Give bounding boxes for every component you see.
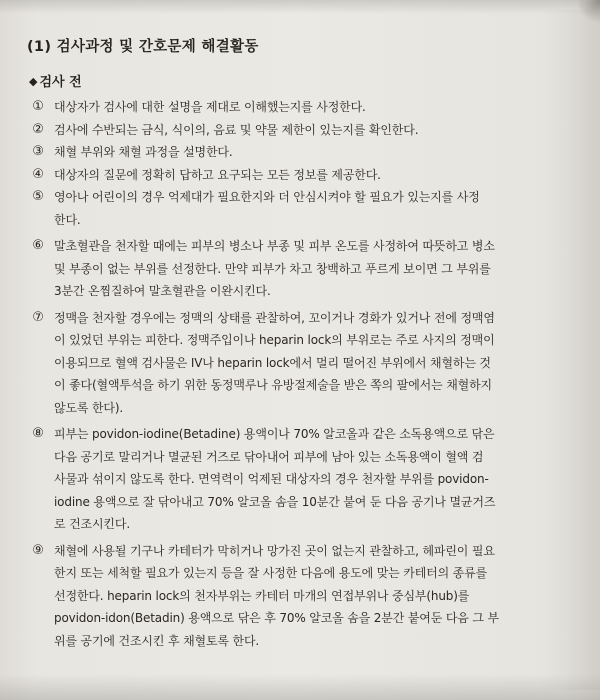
- list-item: [27, 119, 567, 142]
- item-number: ②: [32, 121, 44, 137]
- item-number: ⑨: [32, 542, 44, 558]
- item-number: ⑤: [32, 189, 44, 204]
- page-top-shadow: [0, 0, 600, 14]
- item-text-line: 선정한다. heparin lock의 천자부위는 카테터 마개의 연접부위나 중심부(hub)를: [54, 588, 470, 603]
- item-text-line: 영아나 어린이의 경우 억제대가 필요한지와 더 안심시켜야 할 필요가 있는지를 사정: [54, 190, 480, 204]
- subheading-text: 검사 전: [39, 75, 82, 90]
- item-text-line: 피부는 povidon-iodine(Betadine) 용액이나 70% 알코올과 같은 소독용액으로 닦은: [54, 427, 495, 441]
- list-item: [27, 540, 567, 653]
- item-text-line: 검사에 수반되는 금식, 식이의, 음료 및 약물 제한이 있는지를 확인한다.: [54, 122, 419, 137]
- list-item: [27, 186, 567, 231]
- item-text-line: 않도록 한다).: [54, 400, 124, 415]
- item-number: ⑦: [32, 309, 44, 325]
- list-item: [27, 96, 567, 119]
- item-text-line: 3분간 온찜질하여 말초혈관을 이완시킨다.: [54, 284, 271, 298]
- item-text-line: 이 좋다(혈액투석을 하기 위한 동정맥루나 유방절제술을 받은 쪽의 팔에서는 채혈하지: [54, 378, 492, 392]
- item-number: ③: [32, 144, 44, 159]
- subheading: [29, 72, 567, 92]
- item-text-line: 이용되므로 혈액 검사물은 IV나 heparin lock에서 멀리 떨어진 부위에서 채혈하는 것: [54, 355, 491, 370]
- item-text-line: 한다.: [54, 212, 81, 227]
- item-number: ④: [32, 166, 44, 182]
- item-text-line: 말초혈관을 천자할 때에는 피부의 병소나 부종 및 피부 온도를 사정하여 따뜻하고 병소: [54, 239, 495, 253]
- item-text-line: 정맥을 천자할 경우에는 정맥의 상태를 관찰하여, 꼬이거나 경화가 있거나 전에 정맥염: [54, 310, 495, 325]
- section-title: (1) 검사과정 및 간호문제 해결활동: [27, 39, 259, 55]
- list-item: [27, 141, 567, 164]
- page-bottom-shadow: [0, 674, 600, 700]
- item-text-line: 및 부종이 없는 부위를 선정한다. 만약 피부가 차고 창백하고 푸르게 보이면 그 부위를: [54, 261, 491, 276]
- item-number: ⑧: [32, 426, 44, 441]
- list-item: [27, 423, 567, 536]
- item-text-line: 채혈에 사용될 기구나 카테터가 막히거나 망가진 곳이 없는지 관찰하고, 헤파린이 필요: [54, 543, 495, 558]
- item-number: ①: [32, 99, 44, 114]
- page-corner-shadow: [578, 0, 600, 22]
- item-text-line: 한지 또는 세척할 필요가 있는지 등을 잘 사정한 다음에 용도에 맞는 카테터의 종류를: [54, 566, 488, 580]
- item-number: ⑥: [32, 238, 44, 253]
- list-item: [27, 164, 567, 187]
- list-item: [27, 307, 567, 420]
- item-text-line: 사물과 섞이지 않도록 한다. 면역력이 억제된 대상자의 경우 천자할 부위를 povidon-: [54, 472, 489, 486]
- list-item: [27, 235, 567, 303]
- item-text-line: 이 있었던 부위는 피한다. 정맥주입이나 heparin lock의 부위로는 주로 사지의 정맥이: [54, 333, 495, 347]
- procedure-list: [27, 96, 567, 652]
- diamond-bullet-icon: ◆: [29, 75, 38, 88]
- item-text-line: 다음 공기로 말리거나 멸균된 거즈로 닦아내어 피부에 남아 있는 소독용액이 혈액 검: [54, 449, 484, 464]
- item-text-line: 대상자의 질문에 정확히 답하고 요구되는 모든 정보를 제공한다.: [54, 167, 381, 182]
- item-text-line: povidon-idon(Betadin) 용액으로 닦은 후 70% 알코올 솜을 2분간 붙여둔 다음 그 부: [54, 611, 499, 625]
- document-body: [27, 36, 567, 652]
- item-text-line: iodine 용액으로 잘 닦아내고 70% 알코올 솜을 10분간 붙여 둔 다음 공기나 멸균거즈: [54, 494, 496, 509]
- item-text-line: 채혈 부위와 채혈 과정을 설명한다.: [54, 145, 233, 159]
- item-text-line: 대상자가 검사에 대한 설명을 제대로 이해했는지를 사정한다.: [54, 100, 366, 114]
- item-text-line: 위를 공기에 건조시킨 후 채혈토록 한다.: [54, 633, 260, 648]
- item-text-line: 로 건조시킨다.: [54, 517, 130, 531]
